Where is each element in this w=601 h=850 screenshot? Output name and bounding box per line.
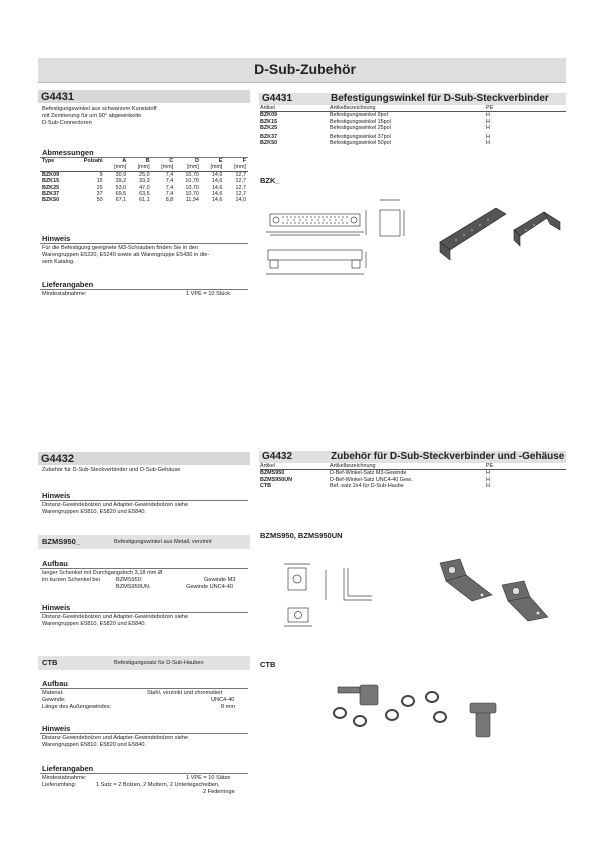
aufbau-row-label: BZMS950:: [116, 577, 143, 583]
table-row: [260, 470, 566, 477]
ctb-liefer-label: Lieferumfang:: [42, 782, 77, 788]
text-line: Warengruppen E5810, E5820 und E5840.: [42, 509, 146, 515]
bzms-figure-label: BZMS950, BZMS950UN: [260, 531, 343, 540]
right-code: G4431: [262, 93, 293, 104]
ctb-product-photo: [330, 675, 510, 755]
cell: Befestigungswinkel 25pol: [330, 125, 391, 132]
cell: 10,70: [185, 171, 199, 178]
cell: BZMS950: [260, 470, 285, 477]
cell: 53,0: [115, 184, 127, 191]
hinweis2-title: Hinweis: [42, 603, 71, 612]
cell: 7,4: [165, 184, 174, 191]
bzk-product-photo: [436, 200, 566, 270]
col-header: PE: [486, 463, 566, 470]
cell: Befestigungswinkel 37pol: [330, 133, 391, 140]
dims-title: Abmessungen: [42, 148, 94, 157]
text-line: Distanz-Gewindebolzen und Adapter-Gewindebolzen siehe: [42, 614, 189, 620]
ctb-photo-svg: [330, 675, 510, 755]
liefer-title: Lieferangaben: [42, 280, 94, 289]
g4432-right-header: [259, 451, 566, 463]
cell: 12,7: [235, 178, 246, 185]
ctb-aufbau-title: Aufbau: [42, 679, 68, 688]
cell: 11,94: [185, 197, 199, 204]
ctb-code: CTB: [42, 658, 58, 667]
article-table: [260, 105, 566, 146]
col-header: C: [169, 158, 174, 164]
hinweis-text: [42, 245, 252, 266]
hinweis-title: Hinweis: [42, 234, 71, 243]
ctb-liefer-value: 2 Federringe: [203, 789, 235, 795]
cell: 50: [96, 197, 103, 204]
col-header: Artikelbezeichnung: [330, 105, 486, 112]
table-row: [260, 112, 566, 119]
ctb-figure-label: CTB: [260, 660, 276, 669]
cell: 47,0: [139, 184, 150, 191]
divider: [40, 289, 248, 290]
unit: [mm]: [152, 164, 176, 171]
cell: H: [486, 483, 490, 490]
bzms-drawing-svg: [280, 560, 380, 640]
g4431-description: [42, 106, 252, 127]
cell: 14,0: [235, 197, 246, 204]
page-title-bar: [38, 58, 566, 83]
cell: BZMS950UN: [260, 476, 293, 483]
cell: 14,6: [211, 191, 223, 198]
ctb-desc: Befestigungssatz für D-Sub-Hauben: [114, 660, 204, 666]
unit: [mm]: [175, 164, 201, 171]
g4432-description: Zubehör für D-Sub-Steckverbinder und D-Sub-Gehäuse: [42, 467, 181, 473]
table-row: [260, 483, 566, 489]
cell: H: [486, 118, 490, 125]
dims-units-row: [40, 164, 248, 171]
cell: Befestigungswinkel 50pol: [330, 140, 391, 147]
g4432-article-table-wrap: [260, 463, 566, 490]
desc-line: Befestigungswinkel aus schwarzem Kunststoff: [42, 106, 157, 112]
col-header: B: [145, 158, 150, 164]
ctb-aufbau-value: 8 mm: [221, 704, 235, 710]
cell: 10,70: [185, 184, 199, 191]
unit: [mm]: [224, 164, 248, 171]
bzms-subheader: [38, 535, 250, 549]
cell: 14,6: [211, 197, 223, 204]
bzms-code: BZMS950_: [42, 537, 80, 546]
cell: H: [486, 140, 490, 147]
cell: 7,4: [165, 178, 174, 185]
col-header: F: [242, 158, 246, 164]
cell: H: [486, 125, 490, 132]
right-title: Befestigungswinkel für D-Sub-Steckverbinder: [331, 93, 549, 104]
table-row: [40, 171, 248, 178]
cell: 14,6: [211, 178, 223, 185]
ctb-aufbau-label: Material:: [42, 690, 64, 696]
bzk-figure-label: BZK_: [260, 176, 280, 185]
cell: BZK09: [42, 171, 60, 178]
ctb-aufbau-label: Länge des Außengewindes:: [42, 704, 112, 710]
aufbau-line1: langer Schenkel mit Durchgangsloch 3,18 mm Ø: [42, 570, 163, 576]
aufbau-row-value: Gewinde M3: [204, 577, 236, 583]
ctb-hinweis-text: [42, 735, 248, 749]
cell: 25,0: [139, 171, 150, 178]
cell: D-Bef-Winkel-Satz M3-Gewinde: [330, 470, 407, 477]
cell: 39,2: [115, 178, 127, 185]
cell: 14,6: [211, 184, 223, 191]
cell: BZK15: [260, 118, 278, 125]
hinweis-title: Hinweis: [42, 491, 71, 500]
article-table: [260, 463, 566, 490]
divider: [40, 568, 248, 569]
bzms-technical-drawing: [280, 560, 380, 640]
col-header: Artikel: [260, 463, 330, 470]
cell: BZK37: [42, 191, 60, 198]
cell: 61,1: [139, 197, 150, 204]
cell: BZK50: [42, 197, 60, 204]
bzms-desc: Befestigungswinkel aus Metall, verzinnt: [114, 539, 212, 545]
text-line: Für die Befestigung geeignete M3-Schrauben finden Sie in den: [42, 245, 199, 251]
cell: 9: [99, 171, 103, 178]
cell: 37: [96, 191, 103, 198]
cell: BZK37: [260, 133, 278, 140]
text-line: Warengruppen E5810, E5820 und E5840.: [42, 742, 146, 748]
g4432-header: [38, 452, 250, 465]
ctb-aufbau-label: Gewinde:: [42, 697, 66, 703]
unit: [71, 164, 105, 171]
ctb-aufbau-value: UNC4-40: [211, 697, 235, 703]
cell: 7,4: [165, 171, 174, 178]
text-line: Distanz-Gewindebolzen und Adapter-Gewindebolzen siehe: [42, 502, 189, 508]
cell: 69,5: [115, 191, 127, 198]
cell: Befestigungswinkel 9pol: [330, 112, 388, 119]
right-code: G4432: [262, 451, 293, 462]
aufbau-row-label: BZMS950UN:: [116, 584, 151, 590]
divider: [40, 500, 248, 501]
cell: 10,70: [185, 191, 199, 198]
unit: [40, 164, 71, 171]
col-header: PE: [486, 105, 566, 112]
cell: 7,4: [165, 191, 174, 198]
cell: 67,1: [115, 197, 127, 204]
cell: 15: [96, 178, 103, 185]
desc-line: D-Sub-Connectoren: [42, 120, 92, 126]
liefer-value: 1 VPE = 10 Stück: [186, 291, 230, 297]
table-row: [40, 197, 248, 203]
cell: 25: [96, 184, 103, 191]
article-header-row: [260, 105, 566, 112]
col-header: E: [218, 158, 223, 164]
cell: 33,3: [139, 178, 150, 185]
unit: [mm]: [128, 164, 152, 171]
cell: 63,5: [139, 191, 150, 198]
ctb-liefer-value: 1 Satz = 2 Bolzen, 2 Muttern, 2 Unterlegscheiben,: [96, 782, 220, 788]
table-row: [260, 132, 566, 140]
divider: [40, 733, 248, 734]
cell: CTB: [260, 483, 272, 490]
col-header: D: [195, 158, 199, 164]
dims-table: [40, 158, 248, 204]
ctb-liefer-label: Mindestabnahme:: [42, 775, 87, 781]
bzms-photo-svg: [432, 555, 562, 630]
divider: [40, 773, 248, 774]
cell: Bef.-satz 2x4 für D-Sub-Haube: [330, 483, 404, 490]
text-line: Warengruppen E5810, E5820 und E5840.: [42, 621, 146, 627]
cell: BZK25: [42, 184, 60, 191]
cell: BZK25: [260, 125, 278, 132]
col-header: A: [122, 158, 127, 164]
cell: 12,7: [235, 171, 246, 178]
g4431-code: G4431: [41, 91, 75, 103]
bzk-drawing-svg: [262, 190, 422, 285]
col-header: Artikelbezeichnung: [330, 463, 486, 470]
ctb-liefer-value: 1 VPE = 10 Sätze: [186, 775, 231, 781]
liefer-label: Mindestabnahme:: [42, 291, 87, 297]
text-line: Distanz-Gewindebolzen und Adapter-Gewindebolzen siehe: [42, 735, 189, 741]
g4431-right-header: [259, 93, 566, 105]
text-line: sem Katalog.: [42, 259, 75, 265]
cell: 30,9: [115, 171, 127, 178]
cell: 12,7: [235, 184, 246, 191]
aufbau-title: Aufbau: [42, 559, 68, 568]
cell: H: [486, 112, 490, 119]
cell: H: [486, 133, 490, 140]
ctb-liefer-title: Lieferangaben: [42, 764, 94, 773]
ctb-hinweis-title: Hinweis: [42, 724, 71, 733]
divider: [40, 612, 248, 613]
ctb-aufbau-value: Stahl, verzinkt und chromatiert: [147, 690, 223, 696]
right-title: Zubehör für D-Sub-Steckverbinder und -Gehäuse: [331, 451, 565, 462]
unit: [mm]: [105, 164, 129, 171]
col-header: Polzahl: [83, 158, 103, 164]
article-header-row: [260, 463, 566, 470]
col-header: Type: [42, 158, 55, 164]
hinweis-text: [42, 502, 248, 516]
cell: BZK15: [42, 178, 60, 185]
text-line: Warengruppen E5220, E5240 sowie ab Warengruppe E5430 in die-: [42, 252, 210, 258]
page-title: D-Sub-Zubehör: [254, 61, 356, 77]
col-header: Artikel: [260, 105, 330, 112]
cell: H: [486, 476, 490, 483]
cell: Befestigungswinkel 15pol: [330, 118, 391, 125]
aufbau-line2-label: im kurzen Schenkel bei: [42, 577, 100, 583]
cell: 8,8: [165, 197, 174, 204]
g4432-code: G4432: [41, 453, 75, 465]
dims-table-wrap: [40, 158, 250, 204]
cell: 12,7: [235, 191, 246, 198]
cell: BZK09: [260, 112, 278, 119]
table-row: [260, 140, 566, 146]
desc-line: mit Zentrierung für um 90° abgewinkelte: [42, 113, 142, 119]
g4431-header: [38, 90, 250, 103]
g4431-article-table-wrap: [260, 105, 566, 146]
unit: [mm]: [201, 164, 225, 171]
bzk-photo-svg: [436, 200, 566, 270]
aufbau-row-value: Gewinde UNC4-40: [186, 584, 233, 590]
cell: BZK50: [260, 140, 278, 147]
cell: 14,6: [211, 171, 223, 178]
cell: D-Bef-Winkel-Satz UNC4-40 Gew.: [330, 476, 413, 483]
cell: H: [486, 470, 490, 477]
ctb-subheader: [38, 656, 250, 670]
divider: [40, 688, 248, 689]
hinweis2-text: [42, 614, 248, 628]
bzms-product-photo: [432, 555, 562, 630]
cell: 10,70: [185, 178, 199, 185]
divider: [40, 243, 248, 244]
bzk-technical-drawing: [262, 190, 422, 285]
